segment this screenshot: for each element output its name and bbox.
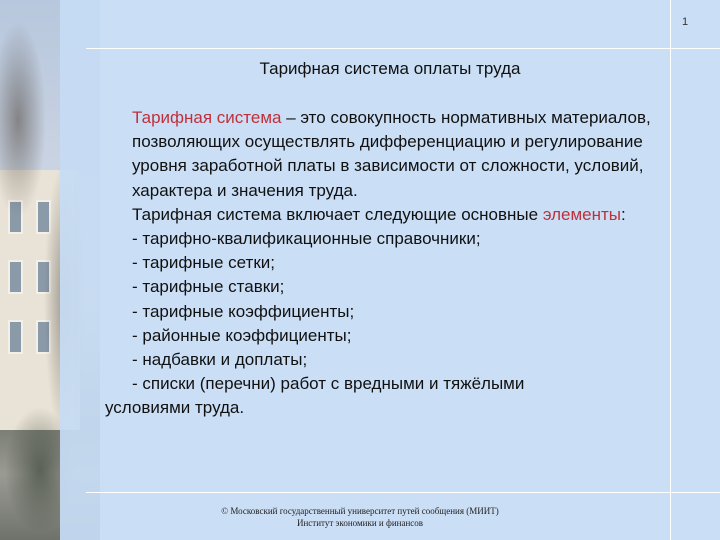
intro-highlight: элементы (542, 204, 622, 224)
list-item: - тарифно-квалификационные справочники; (132, 229, 481, 249)
definition-term: Тарифная система (132, 108, 282, 127)
footer (140, 505, 580, 529)
intro-paragraph (105, 203, 685, 227)
slide-number: 1 (681, 16, 689, 28)
intro-suffix: : (621, 204, 626, 224)
list-item: - тарифные сетки; (132, 253, 275, 273)
list-item: - районные коэффициенты; (132, 325, 352, 345)
definition-paragraph (105, 106, 685, 203)
list-item: - тарифные коэффициенты; (132, 301, 355, 321)
slide-body (105, 106, 685, 421)
intro-text: Тарифная система включает следующие основные (132, 204, 543, 224)
definition-text: – это совокупность нормативных материалов, позволяющих осуществлять дифференциацию и регулирование уровня заработной платы в зависимости от сложности, условий, характера и значения труда. (132, 108, 651, 200)
footer-institute: Институт экономики и финансов (296, 518, 424, 528)
footer-copyright: © Московский государственный университет путей сообщения (МИИТ) (221, 506, 499, 516)
elements-tail: условиями труда. (105, 398, 245, 418)
list-item: - надбавки и доплаты; (132, 350, 308, 370)
slide-title: Тарифная система оплаты труда (259, 59, 521, 78)
list-item: - списки (перечни) работ с вредными и тяжёлыми (132, 374, 525, 394)
elements-list (105, 227, 685, 396)
top-divider (86, 48, 720, 49)
bottom-divider (86, 492, 720, 493)
list-item: - тарифные ставки; (132, 277, 285, 297)
